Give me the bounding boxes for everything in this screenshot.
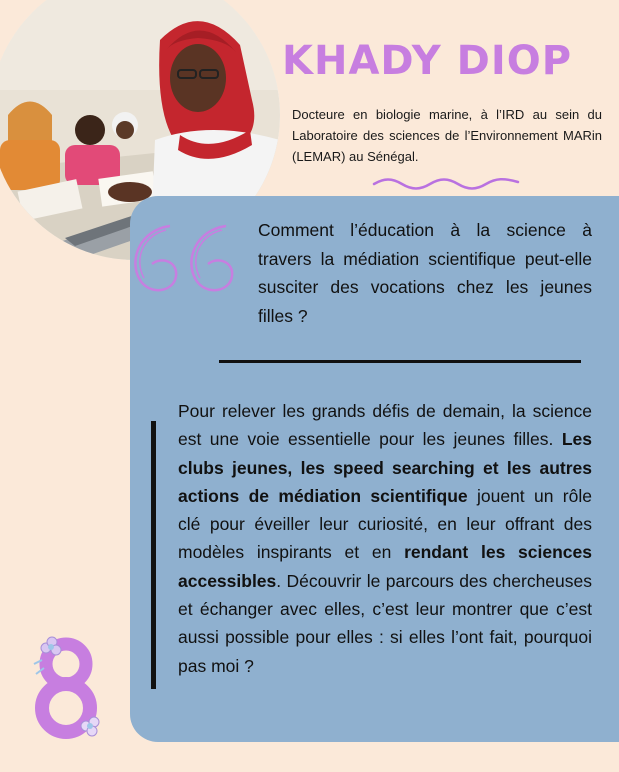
person-role: Docteure en biologie marine, à l’IRD au sein du Laboratoire des sciences de l’Environnement MARin (LEMAR) au Sénégal. — [292, 107, 602, 164]
section-divider — [219, 360, 581, 363]
answer-bold-1: Les clubs jeunes, les speed searching et les autres actions de médiation scientifique — [178, 429, 592, 506]
answer-bold-2: rendant les sciences accessibles — [178, 542, 592, 591]
answer-text-2: jouent un rôle clé pour éveiller leur curiosité, en leur offrant des modèles inspirants et en — [178, 485, 592, 563]
wavy-line-icon — [372, 176, 522, 190]
interview-answer — [178, 397, 592, 680]
answer-accent-bar — [151, 421, 156, 689]
open-quote-icon — [122, 220, 242, 300]
person-name: KHADY DIOP — [282, 38, 573, 84]
answer-text-1: Pour relever les grands défis de demain, la science est une voie essentielle pour les jeunes filles. — [178, 401, 592, 450]
number-eight-floral-icon — [28, 634, 108, 742]
answer-text-3: . Découvrir le parcours des chercheuses et échanger avec elles, c’est leur montrer que c’est aussi possible pour elles : si elles l’ont fait, pourquoi pas moi ? — [178, 570, 592, 676]
interview-question: Comment l’éducation à la science à travers la médiation scientifique peut-elle susciter des vocations chez les jeunes filles ? — [258, 220, 592, 326]
